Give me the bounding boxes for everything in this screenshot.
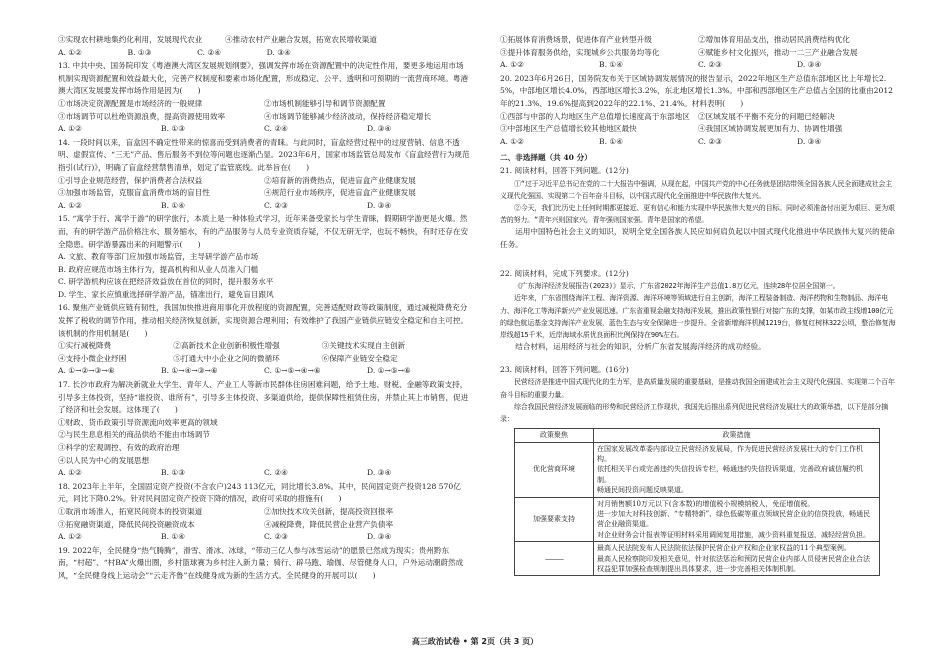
q18-choice-c: C. ②③	[264, 532, 288, 542]
q19-choice-c: C. ②③	[698, 60, 722, 70]
q20-choice-d: D. ③④	[797, 136, 822, 146]
q16-option-1: ①实行减税降费	[58, 341, 112, 351]
q19-option-1: ①拓展体育消费场景，促进体育产业转型升级	[500, 35, 652, 44]
q17-choices	[58, 467, 470, 480]
q18-choice-a: A. ①②	[58, 532, 82, 542]
q14-choice-a: A. ①②	[58, 200, 82, 210]
q20-choice-b: B. ①④	[599, 136, 624, 146]
q20-choices	[500, 136, 896, 149]
q15-stem: 15. “寓学于行、寓学于游”的研学旅行，本质上是一种体验式学习，近年来备受家长与学生青睐，假期研学游更是火爆。然而，有的研学游产品价格注水、服务缩水，有的产品服务与人员专业资质存疑，不仅无研无学，也玩不畅快，有时还存在安全隐患。研学游暴露出来的问题警示( )	[58, 214, 469, 249]
q17-choice-d: D. ③④	[367, 468, 392, 478]
q19-choice-a: A. ①②	[500, 60, 524, 70]
q16-choice-c: C. ①→⑤→④→⑥	[264, 366, 321, 376]
q19-choice-b: B. ①④	[599, 60, 624, 70]
q21-intro: 21. 阅读材料，回答下列问题。(12分)	[500, 165, 629, 175]
q18-choice-b: B. ①④	[161, 532, 186, 542]
q14-option-2: ②培育新的消费热点，促进盲盒产业健康发展	[264, 175, 416, 185]
measure-item: 进一步加大对科技创新、“专精特新”、绿色低碳等重点领域民营企业的信贷投放，畅通民营企业融资渠道。	[597, 509, 871, 529]
table-cell-measures	[594, 442, 880, 497]
q17-choice-c: C. ②④	[264, 468, 288, 478]
q20-choice-c: C. ②③	[698, 136, 722, 146]
table-row	[515, 542, 880, 576]
q17-choice-a: A. ①②	[58, 468, 82, 478]
q16-option-4: ④支持小微企业纾困	[58, 353, 127, 363]
q16-option-6: ⑥保障产业链安全稳定	[321, 353, 398, 363]
q18-option-4: ④减税降费，降低民营企业营产负债率	[264, 519, 394, 529]
q13-choice-a: A. ①②	[58, 124, 82, 134]
q19-options	[500, 34, 896, 59]
q14-choice-c: C. ②③	[264, 200, 288, 210]
table-cell-measures	[594, 542, 880, 576]
q15-option-b: B. 政府应规范市场主体行为，提高机构和从业人员准入门槛	[58, 264, 259, 274]
q20-option-4: ④我国区域协调发展更加有力、协调性增强	[698, 124, 843, 134]
q21-material-2: ②今天，我们比历史上任何时期都更接近、更有信心和能力实现中华民族伟大复兴的目标。同时必须准备付出更为艰巨、更为艰苦的努力。“青年兴则国家兴，青年强则国家强。青年是国家的希望。	[500, 203, 895, 225]
q16-choices	[58, 365, 470, 378]
q22-material-2: 近年来，广东省围绕海洋工程、海洋资源、海洋环境等领域进行自主创新，海洋工程装备制造、海洋药物和生物制品、海洋电力、海洋化工等海洋新兴产业发展迅速。广东省重视金融支持海洋发展，推出政策性银行对接广东的支撑，如某市政主线增100亿元的绿色航运基金支持海洋产业发展，蓝色生态与安全保障进一步提升。全省新增海洋机械1219台，修复红树林322公顷，整治修复海岸线超15千米，近岸海域水质优良面积比例保持在90%左右。	[500, 294, 896, 339]
measure-item: 对企业财务会计报表等证明材料采用调阅复用措施，减少资料重复报送，减轻经营负担。	[597, 530, 870, 539]
q23-intro: 23. 阅读材料，回答下列问题。(16分)	[500, 364, 629, 374]
q19-option-2: ②增加体育用品支出，推动居民消费结构优化	[698, 35, 850, 44]
q13-choices	[58, 123, 470, 136]
q14-choices	[58, 200, 470, 213]
q23-material-1: 民营经济是推进中国式现代化的生力军，是高质量发展的重要基础，是推动我国全面建成社会主义现代化强国、实现第二个百年奋斗目标的重要力量。	[500, 378, 895, 399]
q14-option-1: ①引导企业规范经营，保护消费者合法权益	[58, 175, 203, 185]
q20-stem: 20. 2023年6月26日，国务院发布关于区域协调发展情况的报告显示，2022年地区生产总值东部地区比上年增长2.5%，中部地区增长4.0%，西部地区增长3.2%，东北地区增长1.3%。中部和西部地区生产总值占全国的比重由2012年的21.3%、19.6%提高到2022年的22.1%、21.4%。材料表明( )	[500, 73, 893, 108]
q16-option-5: ⑤打通大中小企业之间的微循环	[173, 353, 280, 363]
table-cell-measures	[594, 497, 880, 542]
q15-option-d: D. 学生、家长应慎重选择研学游产品，锚准出行，避免盲目跟风	[58, 289, 274, 299]
q22-intro: 22. 阅读材料，完成下列要求。(12分)	[500, 268, 629, 278]
q14-choice-d: D. ③④	[367, 200, 392, 210]
q19-choice-d: D. ③④	[797, 60, 822, 70]
q14-stem: 14. 一段时间以来，盲盒因不确定性带来的惊喜而受到消费者的青睐。与此同时，盲盒经营过程中的过度营销、信息不透明、虚假宣传、“三无”产品、售后服务不到位等问题也逐渐凸显。2023年6月，国家市场监管总局发布《盲盒经营行为规范指引(试行)》，明确了盲盒经营禁售清单，划定了监管底线。此举旨在( )	[58, 137, 470, 172]
table-header-measures: 政策措施	[594, 429, 880, 442]
q21-material-1: ①“过于习近平总书记在党的二十大报告中强调，从现在起，中国共产党的中心任务就是团结带领全国各族人民全面建成社会主义现代化强国、实现第二个百年奋斗目标，以中国式现代化全面推进中华民族伟大复兴。	[500, 179, 893, 200]
q19-choices	[500, 59, 896, 72]
q13-option-4: ④市场调节能够减少经济波动，保持经济稳定增长	[264, 111, 432, 121]
table-header-focus: 政策聚焦	[515, 429, 594, 442]
measure-item: 在国家发展改革委内部设立民营经济发展局，作为促进民营经济发展壮大的专门工作机构。	[597, 444, 863, 463]
q14-choice-b: B. ①④	[161, 200, 186, 210]
q13-choice-d: D. ③④	[367, 124, 392, 134]
q14-options	[58, 175, 470, 200]
q19-option-4: ④赋能乡村文化振兴，推动一二三产业融合发展	[698, 47, 858, 57]
q20-choice-a: A. ①②	[500, 136, 524, 146]
q22-material-1: 《广东海洋经济发展报告(2023)》显示，广东省2022年海洋生产总值1.8万亿元，连续28年位居全国第一。	[514, 282, 840, 291]
q19-option-3: ③提升体育服务供给，实现城乡公共服务均等化	[500, 47, 660, 57]
q18-choice-d: D. ③④	[367, 532, 392, 542]
table-cell-focus: 优化营商环境	[515, 442, 594, 497]
q18-option-2: ②加快技术攻关创新，提高投资回报率	[264, 506, 394, 516]
q22-question: 结合材料，运用经济与社会的知识，分析广东省发展海洋经济的成功经验。	[515, 342, 766, 352]
q17-option-4: ④以人民为中心的发展思想	[58, 455, 150, 465]
table-header-row	[515, 429, 880, 442]
measure-item: 对月销售额10万元以下(含本数)的增值税小规模纳税人，免征增值税。	[597, 499, 815, 508]
q23-material-2: 综合我国民营经济发展面临的形势和民营经济工作现状，我国先后推出系列促进民营经济发展壮大的政策举措，以下是部分摘录：	[500, 402, 888, 423]
q18-options	[58, 506, 470, 531]
policy-table	[514, 428, 880, 576]
measure-item: 最高人民检察院印发相关意见，针对依法惩治和预防民营企业内部人员侵害民营企业合法权益犯罪加强检查规制提出具体要求，进一步完善相关体制机制。	[597, 554, 870, 574]
right-column	[500, 34, 896, 576]
q19-stem: 19. 2022年，全民健身“热气腾腾”，滑雪、滑冰、冰球，“带动三亿人参与冰雪运动”的愿景已然成为现实；贵州黔东南，“村超”、“村BA”火爆出圈，乡村篮球赛为乡村注入新力量；骑行、辟马跑、瑜伽、尽管健身人口，户外运动潮蔚然成风，“全民健身线上运动会”“云走齐鲁”在线健身成为新的生活方式。全民健身的开展可以( )	[58, 545, 464, 580]
q16-stem: 16. 聚焦产业链供应链有韧性，我国加快推进商用事化开放程度的资源配置，完善适配财政等政策制度，通过减税降费充分发挥了税收的调节作用，推动相关经济恢复创新，实现资源合理利用；有效维护了我国产业链供应链安全稳定和自主可控。该机制的作用机制是( )	[58, 303, 469, 338]
q16-option-2: ②高新技术企业创新积极性增强	[173, 341, 280, 351]
q14-option-4: ④规范行业市场秩序，促进盲盒产业健康发展	[264, 188, 416, 198]
q17-option-3: ③科学的宏观调控、有效的政府治理	[58, 443, 180, 452]
q13-option-2: ②市场机制能够引导和调节资源配置	[264, 98, 386, 108]
q15-option-a: A. 文旅、教育等部门应加强市场监管，主导研学游产品市场	[58, 252, 259, 262]
q20-option-2: ②区域发展不平衡不充分的问题已经解决	[698, 111, 835, 121]
q17-option-2: ②与民生息息相关的商品供给不能由市场调节	[58, 430, 210, 440]
q21-question: 运用中国特色社会主义的知识，说明全党全国各族人民应如何肩负起以中国式现代化推进中华民族伟大复兴的使命任务。	[500, 227, 895, 249]
q15-option-c: C. 研学游机构应该在把经济效益放在首位的同时，提升服务水平	[58, 277, 274, 287]
q18-stem: 18. 2023年上半年，全国固定资产投资(不含农户)243 113亿元，同比增长3.8%。其中，民间固定资产投资128 570亿元，同比下降0.2%。针对民间固定资产投资下降的情况，政府可采取的措施有( )	[58, 481, 461, 504]
measure-item: 畅通民间投资问题反映渠道。	[597, 486, 688, 495]
q17-choice-b: B. ①③	[161, 468, 186, 478]
q14-option-3: ③加强市场监管，克服盲盒消费市场的盲目性	[58, 188, 210, 198]
answer-space	[500, 252, 896, 268]
measure-item: 最高人民法院发布人民法院依法保护民营企业产权和企业家权益的11个典型案例。	[597, 544, 851, 553]
q12-option-line: ③实现农村耕地集约化利用，发展现代农业 ④推动农村产业融合发展，拓宽农民增收渠道	[58, 35, 377, 44]
q20-option-3: ③中部地区生产总值增长较其他地区最快	[500, 124, 637, 134]
q13-option-3: ③市场调节可以杜绝资源浪费，提高资源使用效率	[58, 111, 226, 121]
q18-option-1: ①取消市场准入，拓宽民间资本的投资渠道	[58, 506, 203, 516]
left-column	[58, 34, 470, 583]
q16-choice-d: D. ①→⑤→⑥	[367, 366, 411, 376]
q16-choice-a: A. ①→②→③→⑥	[58, 366, 115, 376]
table-row	[515, 442, 880, 497]
table-row	[515, 497, 880, 542]
q16-options	[58, 340, 470, 365]
q13-choice-c: C. ②④	[264, 124, 288, 134]
q20-option-1: ①西部与中部的人均地区生产总值增长速度高于东部地区	[500, 111, 690, 121]
answer-space	[500, 354, 896, 364]
q12-choices: A. ①② B. ①③ C. ②④ D. ③④	[58, 47, 291, 57]
q13-options	[58, 98, 470, 123]
q16-choice-b: B. ①→④→③→⑥	[161, 366, 218, 376]
q13-choice-b: B. ①③	[161, 124, 186, 134]
q17-option-1: ①财政、货币政策引导资源流向效率更高的领域	[58, 417, 218, 427]
q18-choices	[58, 531, 470, 544]
table-cell-focus-blank: ———	[515, 542, 594, 576]
table-cell-focus: 加强要素支持	[515, 497, 594, 542]
q13-option-1: ①市场决定资源配置是市场经济的一般规律	[58, 98, 203, 108]
q18-option-3: ③拓宽融资渠道，降低民间投资融资成本	[58, 519, 195, 529]
q13-stem: 13. 中共中央、国务院印发《粤港澳大湾区发展规划纲要》，强调发挥市场在资源配置中的决定性作用，要更多地运用市场机制实现资源配置和效益最大化，完善产权制度和要素市场化配置，形成稳定、公平、透明和可预期的一流营商环境。粤港澳大湾区发展要发挥市场作用是因为( )	[58, 61, 469, 96]
page-footer: 高三政治试卷 • 第 2页（共 3 页）	[411, 637, 539, 646]
section-heading: 二、非选择题（共 40 分）	[500, 153, 592, 163]
q17-stem: 17. 长沙市政府为解决新就业大学生、青年人、产业工人等新市民群体住房困难问题，给予土地、财税、金融等政策支持，引导多主体投资，坚持“谁投资、谁所有”，引导多主体投资、多渠道供给，提供保障性租赁住房，并禁止其上市销售，促进了经济和社会发展。这体现了( )	[58, 380, 469, 415]
q16-option-3: ③关键技术实现自主创新	[321, 341, 406, 351]
measure-item: 依托相关平台或完善违约失信投诉专栏，畅通违约失信投诉渠道，完善政府诚信履约机制。	[597, 465, 863, 484]
q20-options	[500, 111, 896, 136]
